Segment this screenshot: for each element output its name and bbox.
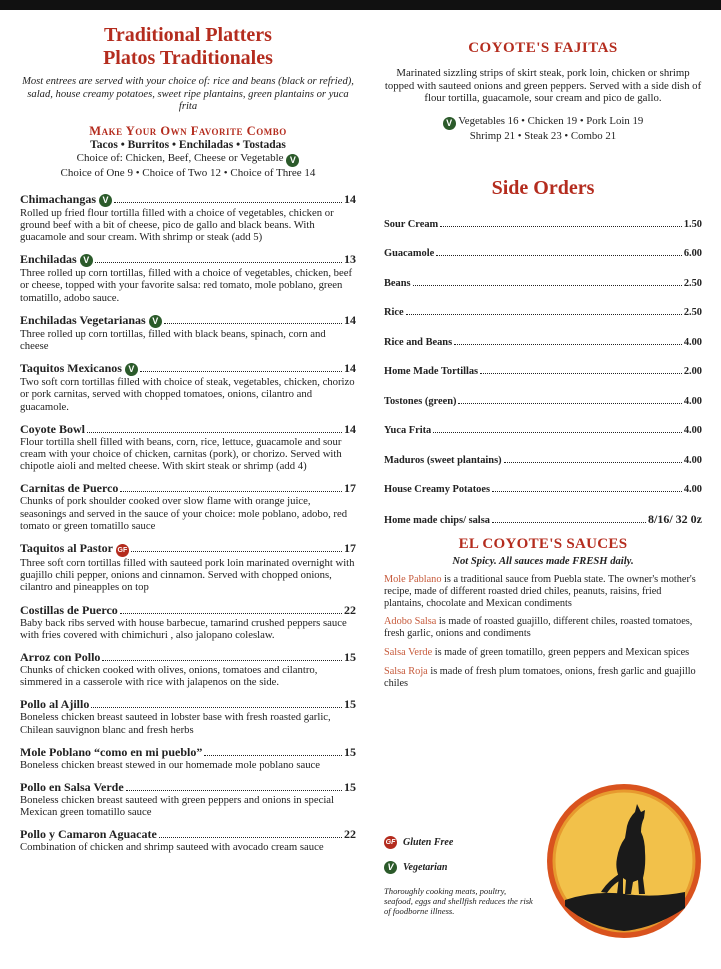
dish-header bbox=[20, 541, 356, 557]
vegetarian-badge-icon: V bbox=[384, 861, 397, 874]
dot-leader bbox=[114, 202, 342, 203]
dish-price: 14 bbox=[344, 312, 356, 327]
side-name: Home made chips/ salsa bbox=[384, 514, 490, 526]
dish-item bbox=[20, 780, 356, 818]
dish-header bbox=[20, 697, 356, 711]
side-price: 4.00 bbox=[683, 484, 702, 495]
dish-price: 13 bbox=[344, 252, 356, 267]
dish-price: 15 bbox=[344, 649, 356, 664]
dish-header bbox=[20, 827, 356, 841]
sauce-item bbox=[384, 647, 702, 659]
sauce-name: Salsa Roja bbox=[384, 665, 428, 677]
sauce-item bbox=[384, 574, 702, 609]
dish-name: Taquitos al Pastor bbox=[20, 540, 113, 555]
dish-item bbox=[20, 697, 356, 735]
dish-price: 15 bbox=[344, 779, 356, 794]
dish-price: 22 bbox=[344, 602, 356, 617]
sauce-name: Salsa Verde bbox=[384, 646, 433, 658]
dish-price: 15 bbox=[344, 744, 356, 759]
dish-item bbox=[20, 252, 356, 304]
dish-description: Boneless chicken breast sauteed in lobster base with fresh roasted garlic, Chilean sauvignon blanc and fresh herbs bbox=[20, 711, 331, 736]
sauce-description: is made of fresh plum tomatoes, onions, fresh garlic and guajillo chiles bbox=[384, 665, 696, 689]
dish-name: Carnitas de Puerco bbox=[20, 481, 119, 496]
dish-header bbox=[20, 603, 356, 617]
dot-leader bbox=[454, 344, 682, 345]
sauce-description: is made of green tomatillo, green peppers and Mexican spices bbox=[432, 646, 690, 658]
gluten-free-badge-icon: GF bbox=[384, 836, 397, 849]
side-name: Yuca Frita bbox=[384, 425, 432, 436]
dish-description: Two soft corn tortillas filled with choice of steak, vegetables, chicken, chorizo or pork carnitas, served with chopped tomatoes, onions, cilantro and guacamole. bbox=[20, 376, 355, 413]
dot-leader bbox=[140, 371, 342, 372]
dot-leader bbox=[436, 255, 682, 256]
fajitas-prices bbox=[384, 115, 702, 143]
side-name: Tostones (green) bbox=[384, 395, 457, 407]
dish-description: Three rolled up corn tortillas, filled with black beans, spinach, corn and cheese bbox=[20, 327, 326, 352]
dish-price: 14 bbox=[344, 421, 356, 436]
side-price: 2.50 bbox=[683, 307, 702, 318]
fajitas-title: COYOTE'S FAJITAS bbox=[468, 40, 618, 56]
side-price: 4.00 bbox=[683, 454, 702, 466]
side-order-row bbox=[384, 239, 702, 269]
dish-description: Boneless chicken breast stewed in our homemade mole poblano sauce bbox=[20, 758, 321, 771]
dish-name: Coyote Bowl bbox=[20, 421, 85, 436]
dish-description: Boneless chicken breast sauteed with green peppers and onions in special Mexican green tomatillo sauce bbox=[20, 793, 334, 819]
vegetarian-badge-icon: V bbox=[149, 315, 162, 328]
vegetarian-label: Vegetarian bbox=[403, 862, 448, 873]
vegetarian-badge-icon: V bbox=[286, 154, 299, 167]
dish-price: 17 bbox=[344, 481, 356, 496]
dish-price: 17 bbox=[344, 540, 356, 555]
side-order-row bbox=[384, 210, 702, 240]
side-order-row bbox=[384, 416, 702, 446]
dish-description: Three soft corn tortillas filled with sauteed pork loin marinated overnight with guajillo chili pepper, onions and cinnamon. Served with chopped onions, cilantro and pineapples on top bbox=[20, 556, 355, 594]
fajitas-prices-line1: Vegetables 16 • Chicken 19 • Pork Loin 19 bbox=[458, 114, 644, 127]
dish-item bbox=[20, 827, 356, 853]
dish-header bbox=[20, 252, 356, 267]
dish-name: Pollo y Camaron Aguacate bbox=[20, 827, 157, 842]
side-orders-list bbox=[384, 210, 702, 535]
dish-list bbox=[20, 192, 356, 854]
dish-price: 22 bbox=[344, 827, 356, 842]
howling-wolf-moon-icon bbox=[545, 782, 703, 940]
combo-prices: Choice of One 9 • Choice of Two 12 • Choice of Three 14 bbox=[60, 166, 316, 179]
side-order-row bbox=[384, 328, 702, 358]
side-price: 2.00 bbox=[683, 366, 702, 377]
dish-item bbox=[20, 650, 356, 688]
dot-leader bbox=[164, 323, 342, 324]
sauce-item bbox=[384, 666, 702, 690]
dish-name: Pollo en Salsa Verde bbox=[20, 779, 124, 794]
traditional-platters-column bbox=[20, 24, 356, 854]
dish-price: 15 bbox=[344, 697, 356, 712]
dish-description: Combination of chicken and shrimp sauteed with avocado cream sauce bbox=[20, 841, 324, 854]
side-order-row bbox=[384, 269, 702, 299]
combo-title: Make Your Own Favorite Combo bbox=[89, 123, 287, 138]
dot-leader bbox=[406, 314, 682, 315]
legend-vegetarian bbox=[384, 861, 544, 874]
vegetarian-badge-icon: V bbox=[125, 363, 138, 376]
side-order-row bbox=[384, 357, 702, 387]
side-order-row bbox=[384, 446, 702, 476]
dish-name: Enchiladas Vegetarianas bbox=[20, 312, 146, 327]
side-price: 6.00 bbox=[683, 248, 702, 259]
fajitas-prices-line2: Shrimp 21 • Steak 23 • Combo 21 bbox=[469, 129, 617, 142]
side-price: 2.50 bbox=[683, 277, 702, 289]
dish-name: Taquitos Mexicanos bbox=[20, 361, 122, 376]
side-order-row bbox=[384, 475, 702, 505]
dish-header bbox=[20, 422, 356, 436]
dish-description: Chunks of chicken cooked with olives, onions, tomatoes and cilantro, simmered in a casserole with rice with jalapenos on the side. bbox=[20, 663, 318, 689]
combo-choice-text: Choice of: Chicken, Beef, Cheese or Vegetable bbox=[76, 151, 284, 164]
dot-leader bbox=[120, 491, 342, 492]
dot-leader bbox=[120, 613, 342, 614]
sauce-description: is made of roasted guajillo, different chiles, roasted tomatoes, fresh garlic, onions and condiments bbox=[384, 616, 693, 640]
dish-item bbox=[20, 361, 356, 413]
side-name: Guacamole bbox=[384, 248, 435, 259]
dish-name: Costillas de Puerco bbox=[20, 602, 118, 617]
dish-item bbox=[20, 422, 356, 473]
dish-header bbox=[20, 361, 356, 376]
dot-leader bbox=[492, 522, 646, 523]
top-border bbox=[0, 0, 721, 10]
dish-description: Baby back ribs served with house barbecue, tamarind crushed peppers sauce with fries covered with chimichuri , also jalopano coleslaw. bbox=[20, 616, 347, 641]
dot-leader bbox=[440, 226, 682, 227]
side-price: 4.00 bbox=[683, 425, 702, 436]
sauce-description: is a traditional sauce from Puebla state. The owner's mother's recipe, made of different roasted dried chiles, peanuts, raisins, fried plantains, chocolate and Mexican condiments bbox=[384, 574, 696, 609]
dish-header bbox=[20, 745, 356, 759]
dish-name: Pollo al Ajillo bbox=[20, 697, 90, 712]
combo-items: Tacos • Burritos • Enchiladas • Tostadas bbox=[90, 138, 286, 151]
side-name: Rice and Beans bbox=[384, 336, 453, 348]
sauce-item bbox=[384, 616, 702, 640]
dish-name: Arroz con Pollo bbox=[20, 649, 101, 664]
gluten-free-label: Gluten Free bbox=[403, 837, 454, 848]
side-order-row bbox=[384, 505, 702, 535]
vegetarian-badge-icon: V bbox=[80, 254, 93, 267]
side-price: 4.00 bbox=[683, 336, 702, 348]
side-name: Maduros (sweet plantains) bbox=[384, 454, 502, 466]
vegetarian-badge-icon: V bbox=[443, 117, 456, 130]
dish-header bbox=[20, 780, 356, 794]
dot-leader bbox=[458, 403, 681, 404]
title-spanish: Platos Traditionales bbox=[103, 47, 273, 69]
dish-item bbox=[20, 481, 356, 532]
dot-leader bbox=[95, 262, 342, 263]
right-column bbox=[384, 40, 702, 689]
side-price: 1.50 bbox=[683, 218, 702, 230]
dot-leader bbox=[87, 432, 342, 433]
dish-price: 14 bbox=[344, 191, 356, 206]
gluten-free-badge-icon: GF bbox=[116, 544, 129, 557]
fajitas-description: Marinated sizzling strips of skirt steak, pork loin, chicken or shrimp topped with sauteed onions and green peppers. Served with a side dish of flour tortilla, guacamole, sour cream and pico de gallo. bbox=[384, 67, 702, 104]
dish-header bbox=[20, 650, 356, 664]
dish-name: Mole Poblano “como en mi pueblo” bbox=[20, 744, 203, 759]
legend-gluten-free bbox=[384, 836, 544, 849]
side-name: Beans bbox=[384, 277, 411, 289]
combo-choice bbox=[20, 152, 356, 167]
title-english: Traditional Platters bbox=[104, 24, 272, 46]
menu-page bbox=[0, 10, 721, 969]
dish-item bbox=[20, 192, 356, 244]
dish-header bbox=[20, 481, 356, 495]
side-name: Home Made Tortillas bbox=[384, 366, 479, 377]
dish-header bbox=[20, 192, 356, 207]
dish-item bbox=[20, 745, 356, 771]
sauces-title: EL COYOTE'S SAUCES bbox=[458, 536, 628, 552]
dot-leader bbox=[126, 790, 342, 791]
dish-description: Three rolled up corn tortillas, filled with a choice of vegetables, chicken, beef or cheese, topped with your favorite salsa: red tomato, mole poblano, green tomatillo, adobo sauce. bbox=[20, 267, 353, 304]
dot-leader bbox=[131, 551, 342, 552]
dot-leader bbox=[204, 755, 342, 756]
side-name: Sour Cream bbox=[384, 218, 439, 230]
food-safety-note: Thoroughly cooking meats, poultry, seafood, eggs and shellfish reduces the risk of foodborne illness. bbox=[384, 886, 533, 916]
dish-item bbox=[20, 603, 356, 641]
dot-leader bbox=[159, 837, 342, 838]
sauces-subtitle: Not Spicy. All sauces made FRESH daily. bbox=[452, 556, 634, 567]
dot-leader bbox=[102, 660, 342, 661]
side-orders-title: Side Orders bbox=[491, 176, 595, 199]
side-order-row bbox=[384, 298, 702, 328]
dish-price: 14 bbox=[344, 361, 356, 376]
dish-item bbox=[20, 541, 356, 594]
dish-description: Rolled up fried flour tortilla filled with a choice of vegetables, chicken or ground beef with a bit of cheese, pico de gallo and black beans. With guacamole and sour cream. With shrimp or steak (add 5) bbox=[20, 206, 334, 243]
side-order-row bbox=[384, 387, 702, 417]
dot-leader bbox=[413, 285, 682, 286]
dish-description: Chunks of pork shoulder cooked over slow flame with orange juice, seasonings and served in the sauce of your choice: mole poblano, adobo, red tomato or green tomatillo sauce bbox=[20, 495, 348, 532]
dot-leader bbox=[492, 491, 682, 492]
side-name: Rice bbox=[384, 307, 404, 318]
dot-leader bbox=[504, 462, 682, 463]
dot-leader bbox=[480, 373, 682, 374]
entree-intro: Most entrees are served with your choice of: rice and beans (black or refried), salad, house creamy potatoes, sweet ripe plantains, green plantains or yuca frita bbox=[22, 76, 354, 112]
sauce-name: Mole Pablano bbox=[384, 574, 442, 585]
dot-leader bbox=[433, 432, 682, 433]
dish-item bbox=[20, 313, 356, 352]
dish-name: Enchiladas bbox=[20, 252, 77, 267]
dish-description: Flour tortilla shell filled with beans, corn, rice, lettuce, guacamole and sour cream with your choice of chicken, carnitas (pork), or chorizo. Served with chipotle aioli and melted cheese. With skirt steak or shrimp (add 4) bbox=[20, 435, 342, 473]
side-name: House Creamy Potatoes bbox=[384, 484, 491, 495]
dot-leader bbox=[91, 707, 342, 708]
sauce-list bbox=[384, 574, 702, 689]
sauce-name: Adobo Salsa bbox=[384, 616, 437, 628]
legend bbox=[384, 836, 544, 916]
vegetarian-badge-icon: V bbox=[99, 194, 112, 207]
side-price: 4.00 bbox=[683, 395, 702, 407]
side-price: 8/16/ 32 0z bbox=[648, 511, 702, 526]
dish-name: Chimachangas bbox=[20, 191, 97, 206]
dish-header bbox=[20, 313, 356, 328]
